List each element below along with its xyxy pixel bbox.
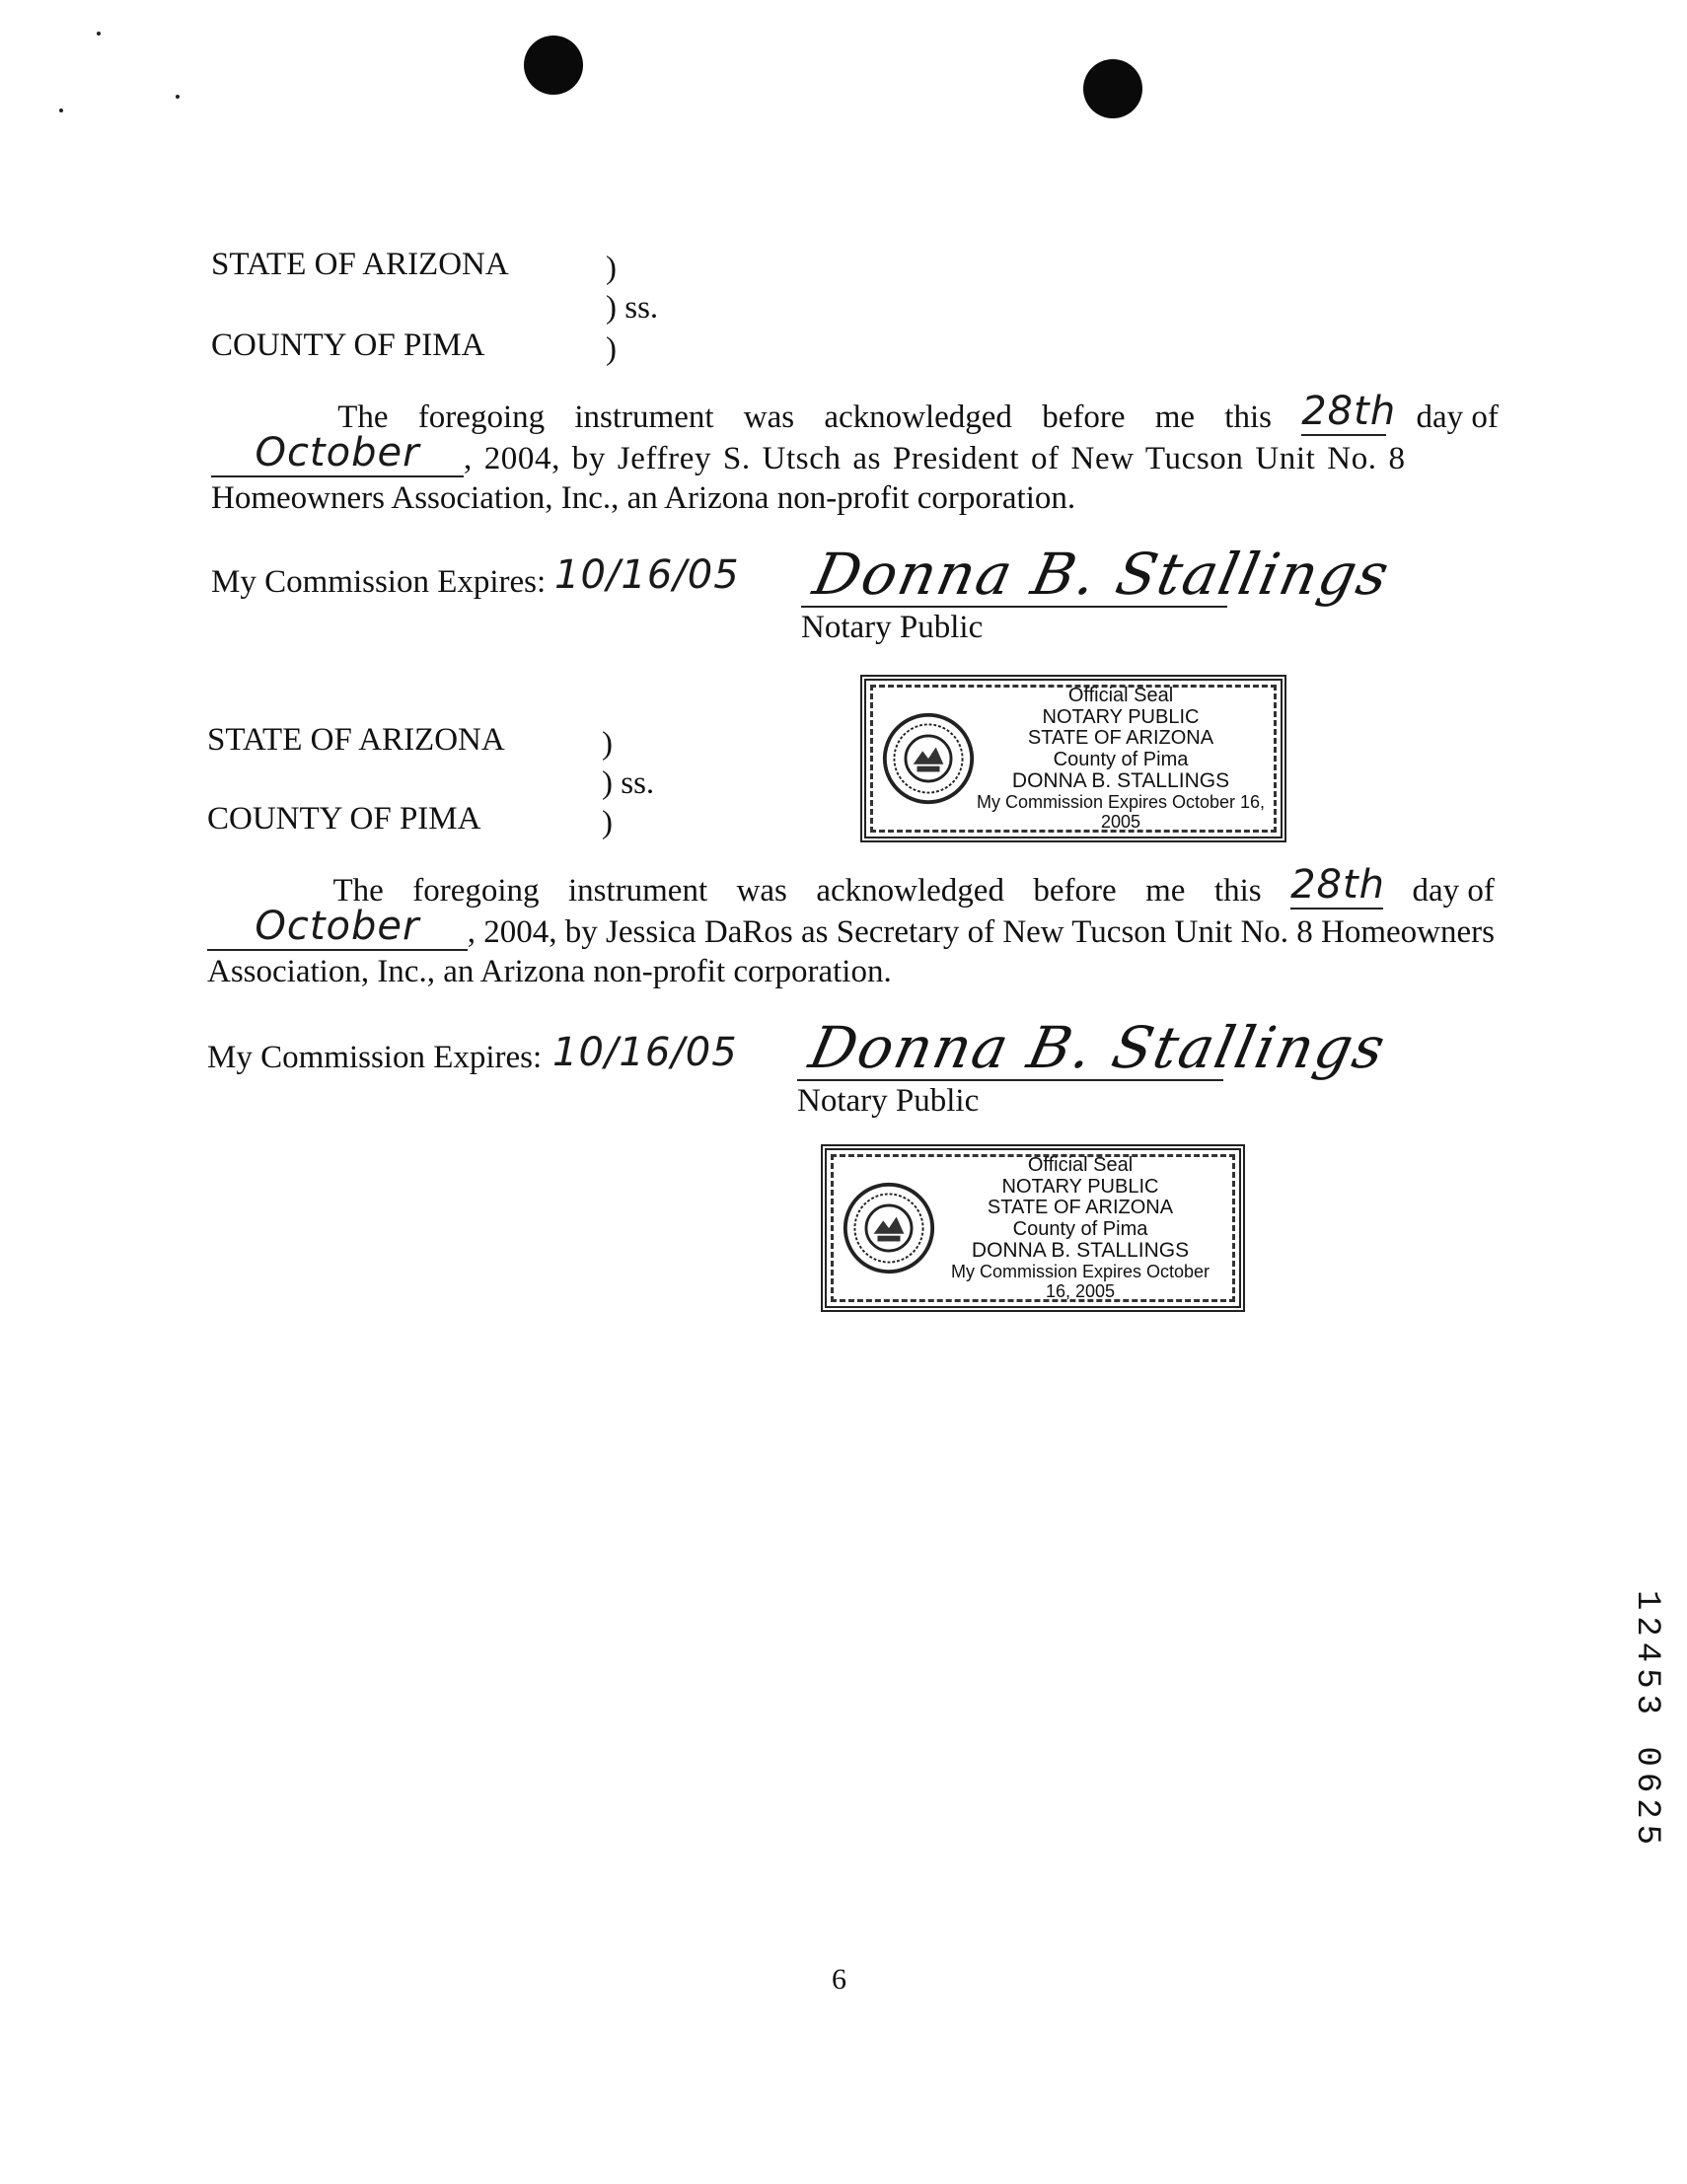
- venue-county-2: COUNTY OF PIMA: [207, 801, 481, 837]
- day-handwritten-1: 28th: [1301, 389, 1397, 434]
- venue-county-1: COUNTY OF PIMA: [211, 328, 485, 363]
- month-handwritten-2: October: [255, 904, 420, 949]
- notary-signature-1: Donna B. Stallings: [807, 541, 1397, 608]
- ack-line-3: Homeowners Association, Inc., an Arizona non-profit corporation.: [211, 480, 1076, 516]
- ack-line-1: The foregoing instrument was acknowledged before me this 28th day of: [332, 862, 1495, 909]
- punch-hole-left: [524, 36, 583, 95]
- notary-public-label-2: Notary Public: [797, 1083, 980, 1119]
- scan-speck: [59, 109, 63, 112]
- commission-date-handwritten-2: 10/16/05: [552, 1030, 738, 1075]
- venue-paren-2a: ): [602, 726, 613, 762]
- acknowledgment-paragraph-2: [207, 862, 1495, 990]
- arizona-seal-emblem-icon: [881, 711, 976, 806]
- scan-speck: [97, 32, 101, 36]
- commission-label-1: My Commission Expires:: [211, 564, 547, 600]
- ack-line-3: Association, Inc., an Arizona non-profit corporation.: [207, 954, 892, 989]
- seal-text-2: Official Seal NOTARY PUBLIC STATE OF ARIZONA County of Pima DONNA B. STALLINGS My Commission Expires October 16, 2005: [950, 1154, 1210, 1301]
- venue-paren-2c: ): [602, 805, 613, 840]
- venue-paren-1a: ): [606, 251, 617, 286]
- punch-hole-right: [1083, 59, 1142, 118]
- venue-state-1: STATE OF ARIZONA: [211, 247, 509, 282]
- venue-ss-1: ) ss.: [606, 290, 659, 326]
- notary-seal-1: [860, 675, 1286, 842]
- commission-label-2: My Commission Expires:: [207, 1040, 543, 1075]
- signature-line-1: [801, 606, 1227, 608]
- notary-public-label-1: Notary Public: [801, 610, 984, 645]
- ack-line-2: October , 2004, by Jeffrey S. Utsch as President of New Tucson Unit No. 8: [211, 436, 1499, 477]
- commission-date-handwritten-1: 10/16/05: [554, 552, 740, 598]
- arizona-seal-emblem-icon: [842, 1181, 936, 1275]
- page-number: 6: [832, 1963, 846, 1996]
- ack-line-2: October , 2004, by Jessica DaRos as Secretary of New Tucson Unit No. 8 Homeowners: [207, 910, 1495, 951]
- ack-line-1: The foregoing instrument was acknowledged before me this 28th day of: [337, 389, 1499, 435]
- acknowledgment-paragraph-1: [211, 389, 1499, 517]
- seal-text-1: Official Seal NOTARY PUBLIC STATE OF ARIZONA County of Pima DONNA B. STALLINGS My Commission Expires October 16, 2005: [976, 685, 1266, 832]
- venue-state-2: STATE OF ARIZONA: [207, 722, 505, 758]
- month-handwritten-1: October: [255, 430, 420, 475]
- venue-ss-2: ) ss.: [602, 765, 655, 801]
- scan-speck: [176, 95, 180, 99]
- recording-number: 12453 0625: [1628, 1590, 1665, 1852]
- signature-line-2: [797, 1079, 1223, 1081]
- notary-signature-2: Donna B. Stallings: [803, 1014, 1393, 1081]
- notary-seal-2: [821, 1144, 1245, 1312]
- day-handwritten-2: 28th: [1290, 862, 1385, 908]
- venue-paren-1c: ): [606, 331, 617, 367]
